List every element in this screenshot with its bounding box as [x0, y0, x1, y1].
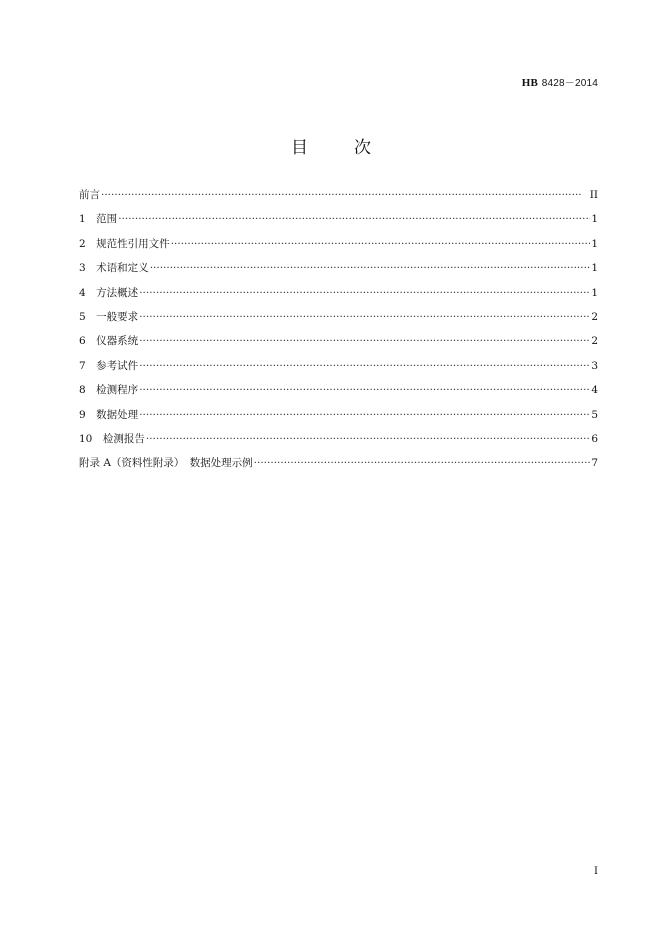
toc-entry-instrument-system[interactable] — [79, 329, 598, 353]
toc-entry-label: 6 仪器系统 — [79, 335, 139, 348]
toc-entry-page: 1 — [591, 262, 598, 275]
leader-dots — [139, 403, 590, 427]
leader-dots — [150, 256, 591, 280]
leader-dots — [139, 329, 590, 353]
leader-dots — [139, 305, 590, 329]
toc-entry-foreword[interactable] — [79, 183, 598, 207]
toc-entry-inspection-procedure[interactable] — [79, 378, 598, 402]
page-title: 目次 — [291, 138, 417, 158]
toc-entry-scope[interactable] — [79, 207, 598, 231]
toc-entry-label: 9 数据处理 — [79, 408, 139, 421]
toc-entry-terms-definitions[interactable] — [79, 256, 598, 280]
standard-prefix: HB — [521, 77, 538, 89]
toc-entry-reference-specimen[interactable] — [79, 354, 598, 378]
leader-dots — [146, 427, 590, 451]
leader-dots — [101, 183, 589, 207]
toc-entry-method-overview[interactable] — [79, 281, 598, 305]
toc-entry-label: 2 规范性引用文件 — [79, 237, 170, 250]
toc-entry-label: 5 一般要求 — [79, 310, 139, 323]
toc-entry-page: 3 — [591, 359, 598, 372]
toc-entry-general-requirements[interactable] — [79, 305, 598, 329]
toc-entry-label: 8 检测程序 — [79, 384, 139, 397]
toc-entry-label: 7 参考试件 — [79, 359, 139, 372]
toc-entry-page: 7 — [591, 457, 598, 470]
leader-dots — [118, 207, 590, 231]
toc-entry-page: 1 — [591, 286, 598, 299]
leader-dots — [139, 354, 590, 378]
document-code-header — [522, 74, 598, 89]
toc-entry-page: 1 — [591, 237, 598, 250]
toc-entry-normative-references[interactable] — [79, 232, 598, 256]
toc-entry-label: 4 方法概述 — [79, 286, 139, 299]
toc-entry-label: 附录 A（资料性附录） 数据处理示例 — [79, 457, 253, 470]
toc-entry-label: 10 检测报告 — [79, 432, 145, 445]
leader-dots — [171, 232, 591, 256]
toc-entry-label: 3 术语和定义 — [79, 262, 149, 275]
page-number: I — [594, 866, 598, 877]
toc-entry-page: 5 — [591, 408, 598, 421]
standard-number: 8428－2014 — [541, 78, 598, 89]
toc-entry-page: 1 — [591, 213, 598, 226]
leader-dots — [254, 451, 591, 475]
toc-entry-label: 前言 — [79, 189, 100, 201]
toc-entry-label: 1 范围 — [79, 213, 118, 226]
leader-dots — [139, 378, 590, 402]
table-of-contents — [79, 183, 598, 476]
leader-dots — [139, 281, 590, 305]
toc-entry-page: 4 — [591, 384, 598, 397]
toc-entry-page: II — [589, 189, 598, 201]
toc-entry-page: 2 — [591, 310, 598, 323]
toc-entry-test-report[interactable] — [79, 427, 598, 451]
toc-entry-page: 2 — [591, 335, 598, 348]
toc-entry-page: 6 — [591, 432, 598, 445]
toc-entry-annex-a[interactable] — [79, 451, 598, 475]
toc-entry-data-processing[interactable] — [79, 403, 598, 427]
